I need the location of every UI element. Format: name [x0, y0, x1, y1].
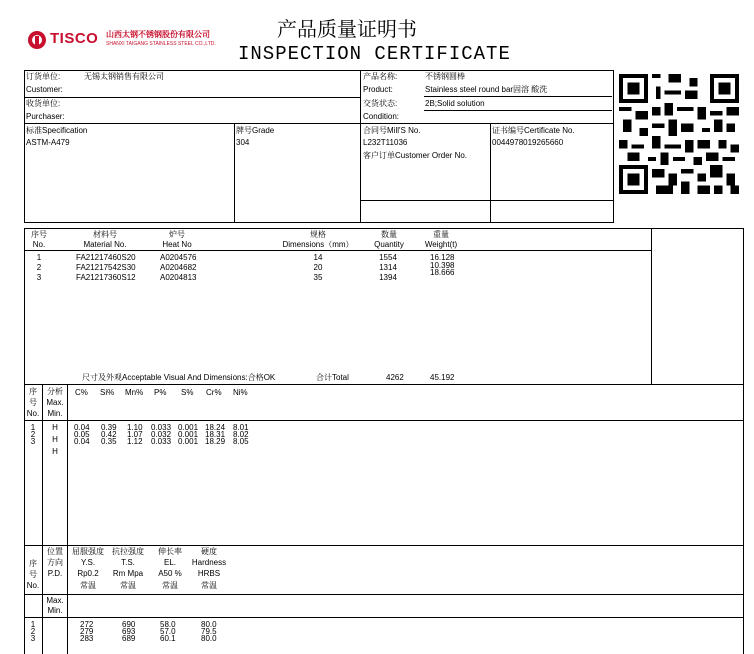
chem-no: 1: [30, 423, 36, 432]
item-heat: A0204682: [160, 263, 197, 272]
rule: [24, 384, 744, 385]
rule: [24, 70, 25, 223]
chem-value-cr: 18.31: [205, 430, 226, 439]
rule: [67, 385, 68, 654]
mech-ts-en: T.S.: [121, 558, 135, 567]
rule: [24, 420, 744, 421]
chem-col-ni: Ni%: [233, 388, 248, 397]
col-weight-cn: 重量: [433, 230, 449, 239]
mech-pos-cn2: 方向: [47, 558, 63, 567]
col-dim-cn: 规格: [310, 230, 326, 239]
rule: [24, 250, 652, 251]
chem-value-cr: 18.29: [205, 437, 226, 446]
chem-value-si: 0.35: [101, 437, 117, 446]
mech-value-hd: 80.0: [201, 634, 217, 643]
chem-col-cr: Cr%: [206, 388, 222, 397]
item-material: FA21217360S12: [76, 273, 136, 282]
item-weight: 10.398: [430, 261, 455, 270]
chem-col-c: C%: [75, 388, 88, 397]
mech-value-hd: 79.5: [201, 627, 217, 636]
chem-value-c: 0.05: [74, 430, 90, 439]
customer-value: 无锡太钢销售有限公司: [84, 72, 164, 81]
chem-seq-cn2: 号: [29, 398, 37, 407]
page-title-cn: 产品质量证明书: [277, 17, 417, 41]
mech-no: 1: [30, 620, 36, 629]
item-material: FA21217460S20: [76, 253, 136, 262]
qr-code-icon: [618, 74, 740, 194]
item-qty: 1554: [379, 253, 397, 262]
condition-value: 2B;Solid solution: [425, 99, 485, 108]
brand-logo: TISCO: [50, 30, 99, 47]
chem-type: H: [52, 423, 58, 432]
chem-value-s: 0.001: [178, 423, 199, 432]
chem-seq-cn1: 序: [29, 387, 37, 396]
mech-seq-cn2: 号: [29, 570, 37, 579]
spec-value: ASTM-A479: [26, 138, 70, 147]
item-weight: 16.128: [430, 253, 455, 262]
item-heat: A0204576: [160, 253, 197, 262]
chem-analysis-cn: 分析: [47, 387, 63, 396]
product-label-en: Product:: [363, 85, 393, 94]
col-material-en: Material No.: [83, 240, 127, 249]
mech-hd-en: Hardness: [191, 558, 227, 567]
mech-value-ys: 283: [80, 634, 94, 643]
item-no: 3: [36, 273, 42, 282]
customer-label-en: Customer:: [26, 85, 63, 94]
mech-seq-cn1: 序: [29, 559, 37, 568]
mech-ts-unit: Rm Mpa: [112, 569, 144, 578]
item-no: 1: [36, 253, 42, 262]
rule: [24, 97, 360, 98]
item-qty: 1394: [379, 273, 397, 282]
chem-value-c: 0.04: [74, 437, 90, 446]
mech-seq-en: No.: [26, 581, 40, 590]
mech-el-unit: A50 %: [158, 569, 182, 578]
item-heat: A0204813: [160, 273, 197, 282]
rule: [24, 70, 614, 71]
company-name-en: SHANXI TAIGANG STAINLESS STEEL CO.,LTD.: [106, 41, 216, 47]
mech-ts-cn: 抗拉强度: [112, 547, 144, 556]
total-qty: 4262: [386, 373, 404, 382]
spec-label: 标准Specification: [26, 126, 88, 135]
col-weight-en: Weight(t): [424, 240, 458, 249]
product-value-en: Stainless steel round bar固溶 酸洗: [425, 85, 548, 94]
item-no: 2: [36, 263, 42, 272]
mech-no: 2: [30, 627, 36, 636]
mech-value-ts: 690: [122, 620, 136, 629]
condition-label-cn: 交货状态:: [363, 99, 398, 108]
col-seq-cn: 序号: [31, 230, 47, 239]
page-title-en: INSPECTION CERTIFICATE: [238, 43, 511, 65]
tisco-logo-icon: [28, 31, 46, 49]
rule: [234, 123, 235, 223]
mech-ys-temp: 常温: [80, 581, 96, 590]
chem-type: H: [52, 447, 58, 456]
grade-label: 牌号Grade: [236, 126, 275, 135]
chem-value-s: 0.001: [178, 430, 199, 439]
product-value-cn: 不锈钢圆棒: [425, 72, 465, 81]
rule: [24, 617, 744, 618]
chem-col-mn: Mn%: [125, 388, 144, 397]
rule: [24, 594, 744, 595]
chem-no: 2: [30, 430, 36, 439]
mech-pos-cn1: 位置: [47, 547, 63, 556]
grade-value: 304: [236, 138, 250, 147]
cert-label: 证书编号Certificate No.: [492, 126, 575, 135]
chem-value-c: 0.04: [74, 423, 90, 432]
chem-value-si: 0.39: [101, 423, 117, 432]
chem-no: 3: [30, 437, 36, 446]
mech-value-ts: 689: [122, 634, 136, 643]
mech-value-el: 60.1: [160, 634, 176, 643]
mech-ys-unit: Rp0.2: [77, 569, 99, 578]
mech-hd-unit: HRBS: [197, 569, 221, 578]
col-dim-en: Dimensions（mm）: [282, 240, 354, 249]
order-label: 客户订单Customer Order No.: [363, 151, 468, 160]
rule: [424, 110, 612, 111]
mech-value-ys: 279: [80, 627, 94, 636]
mech-hd-cn: 硬度: [201, 547, 217, 556]
chem-type: H: [52, 435, 58, 444]
chem-analysis-max: Max.: [46, 398, 64, 407]
col-seq-en: No.: [32, 240, 46, 249]
mech-no: 3: [30, 634, 36, 643]
rule: [743, 228, 744, 654]
mill-value: L232T11036: [363, 138, 408, 147]
mech-hd-temp: 常温: [201, 581, 217, 590]
total-label: 合计Total: [316, 373, 349, 382]
rule: [360, 200, 614, 201]
mech-min: Min.: [47, 606, 63, 615]
item-dim: 35: [313, 273, 323, 282]
col-qty-cn: 数量: [381, 230, 397, 239]
item-dim: 20: [313, 263, 323, 272]
rule: [651, 228, 652, 385]
company-name-cn: 山西太钢不锈钢股份有限公司: [106, 30, 210, 39]
chem-col-p: P%: [154, 388, 167, 397]
mech-pos-en: P.D.: [47, 569, 63, 578]
rule: [424, 96, 612, 97]
rule: [24, 545, 744, 546]
cert-value: 0044978019265660: [492, 138, 564, 147]
rule: [24, 123, 614, 124]
purchaser-label-en: Purchaser:: [26, 112, 65, 121]
chem-value-mn: 1.07: [127, 430, 143, 439]
mech-value-ys: 272: [80, 620, 94, 629]
chem-value-si: 0.42: [101, 430, 117, 439]
mech-ys-en: Y.S.: [80, 558, 96, 567]
chem-col-si: Si%: [100, 388, 115, 397]
chem-value-ni: 8.05: [233, 437, 249, 446]
col-heat-en: Heat No: [162, 240, 192, 249]
item-material: FA21217542S30: [76, 263, 136, 272]
chem-analysis-min: Min.: [47, 409, 63, 418]
mech-ys-cn: 屈服强度: [72, 547, 104, 556]
purchaser-label-cn: 收货单位:: [26, 99, 61, 108]
mech-value-hd: 80.0: [201, 620, 217, 629]
mill-label: 合同号Mill'S No.: [363, 126, 421, 135]
col-heat-cn: 炉号: [169, 230, 185, 239]
chem-value-mn: 1.10: [127, 423, 143, 432]
product-label-cn: 产品名称:: [363, 72, 398, 81]
total-weight: 45.192: [430, 373, 455, 382]
visual-check: 尺寸及外观Acceptable Visual And Dimensions:合格OK: [82, 373, 276, 382]
chem-value-mn: 1.12: [127, 437, 143, 446]
chem-col-s: S%: [181, 388, 194, 397]
rule: [490, 123, 491, 223]
item-dim: 14: [313, 253, 323, 262]
item-weight: 18.666: [430, 268, 455, 277]
mech-ts-temp: 常温: [120, 581, 136, 590]
condition-label-en: Condition:: [363, 112, 400, 121]
mech-el-temp: 常温: [162, 581, 178, 590]
mech-el-en: EL.: [163, 558, 176, 567]
mech-max: Max.: [46, 596, 64, 605]
chem-value-p: 0.033: [151, 437, 172, 446]
chem-value-p: 0.033: [151, 423, 172, 432]
chem-seq-en: No.: [26, 409, 40, 418]
col-qty-en: Quantity: [374, 240, 404, 249]
col-material-cn: 材料号: [93, 230, 117, 239]
chem-value-p: 0.032: [151, 430, 172, 439]
mech-el-cn: 伸长率: [158, 547, 182, 556]
chem-value-ni: 8.01: [233, 423, 249, 432]
rule: [24, 228, 744, 229]
chem-value-cr: 18.24: [205, 423, 226, 432]
customer-label-cn: 订货单位:: [26, 72, 61, 81]
chem-value-s: 0.001: [178, 437, 199, 446]
mech-value-ts: 693: [122, 627, 136, 636]
item-qty: 1314: [379, 263, 397, 272]
mech-value-el: 58.0: [160, 620, 176, 629]
mech-value-el: 57.0: [160, 627, 176, 636]
chem-value-ni: 8.02: [233, 430, 249, 439]
rule: [24, 222, 614, 223]
